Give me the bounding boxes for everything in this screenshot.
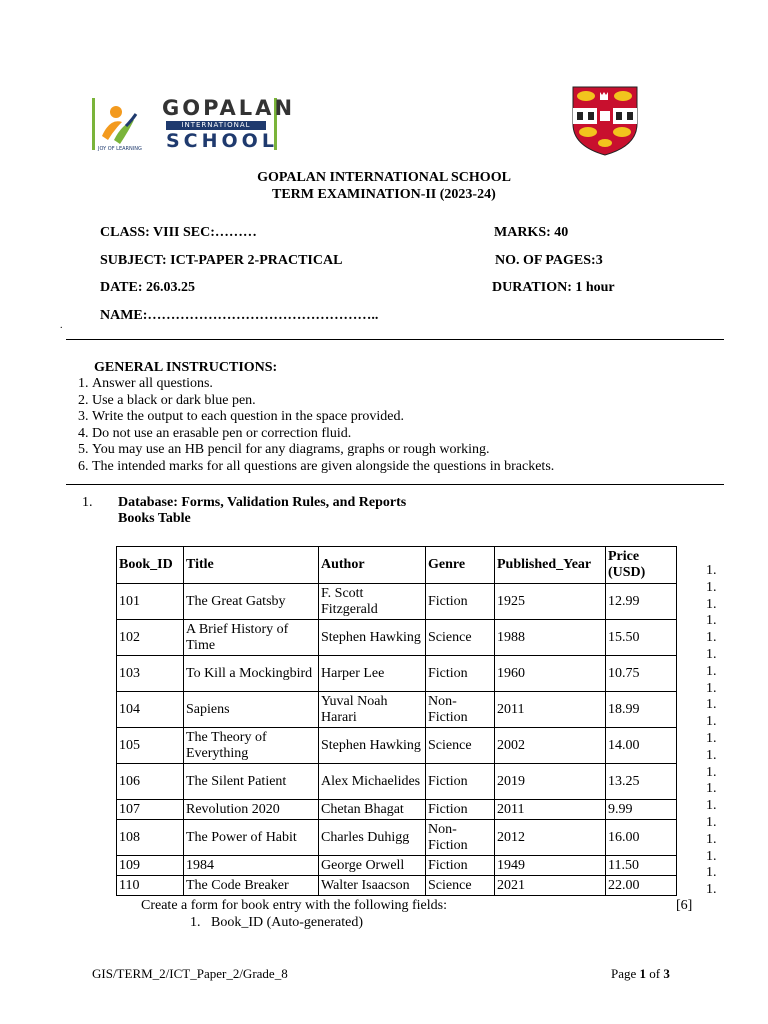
student-name-field: NAME:…………………………………………..: [100, 308, 379, 323]
table-cell: George Orwell: [319, 856, 426, 876]
table-cell: The Great Gatsby: [184, 584, 319, 620]
table-cell: 18.99: [606, 692, 677, 728]
side-number: 1.: [706, 579, 717, 595]
table-body: [117, 584, 677, 896]
table-row: [117, 820, 677, 856]
page-number: [611, 966, 670, 982]
side-number: 1.: [706, 764, 717, 780]
table-cell: 104: [117, 692, 184, 728]
table-caption: Books Table: [118, 511, 191, 526]
instruction-item: 6. The intended marks for all questions are given alongside the questions in brackets.: [92, 459, 554, 476]
side-number: 1.: [706, 680, 717, 696]
table-cell: The Silent Patient: [184, 764, 319, 800]
exam-date: DATE: 26.03.25: [100, 280, 196, 295]
table-cell: Non-Fiction: [426, 820, 495, 856]
table-cell: The Theory of Everything: [184, 728, 319, 764]
table-cell: Yuval Noah Harari: [319, 692, 426, 728]
question-title: [118, 495, 406, 527]
side-number: 1.: [706, 646, 717, 662]
instruction-item: 2. Use a black or dark blue pen.: [92, 393, 554, 410]
logo-word-gopalan: GOPALAN: [162, 96, 296, 120]
table-cell: The Code Breaker: [184, 876, 319, 896]
table-cell: 14.00: [606, 728, 677, 764]
page-prefix: Page: [611, 966, 640, 981]
instruction-item: 4. Do not use an erasable pen or correction fluid.: [92, 426, 554, 443]
subject: SUBJECT: ICT-PAPER 2-PRACTICAL: [100, 253, 343, 268]
table-cell: Fiction: [426, 800, 495, 820]
table-cell: 109: [117, 856, 184, 876]
instructions-title: GENERAL INSTRUCTIONS:: [94, 360, 278, 375]
task-item-text: Book_ID (Auto-generated): [211, 915, 364, 930]
col-header: Price (USD): [606, 547, 677, 584]
stray-mark: .: [60, 320, 63, 331]
col-header: Published_Year: [495, 547, 606, 584]
school-name: GOPALAN INTERNATIONAL SCHOOL: [257, 170, 511, 185]
side-number-list: [706, 563, 717, 899]
table-cell: 11.50: [606, 856, 677, 876]
table-cell: 101: [117, 584, 184, 620]
table-cell: 1984: [184, 856, 319, 876]
side-number: 1.: [706, 798, 717, 814]
crest-icon: [572, 86, 638, 156]
table-cell: Sapiens: [184, 692, 319, 728]
table-cell: 1960: [495, 656, 606, 692]
table-cell: Revolution 2020: [184, 800, 319, 820]
instruction-item: 3. Write the output to each question in the space provided.: [92, 409, 554, 426]
instruction-item: 5. You may use an HB pencil for any diagrams, graphs or rough working.: [92, 442, 554, 459]
table-cell: 107: [117, 800, 184, 820]
side-number: 1.: [706, 697, 717, 713]
side-number: 1.: [706, 848, 717, 864]
table-row: [117, 856, 677, 876]
table-cell: Alex Michaelides: [319, 764, 426, 800]
side-number: 1.: [706, 596, 717, 612]
table-header-row: [117, 547, 677, 584]
side-number: 1.: [706, 714, 717, 730]
school-logo: [92, 96, 296, 154]
logo-word-school: SCHOOL: [166, 130, 278, 152]
table-cell: Stephen Hawking: [319, 728, 426, 764]
col-header: Title: [184, 547, 319, 584]
table-cell: 106: [117, 764, 184, 800]
col-header: Author: [319, 547, 426, 584]
table-cell: 10.75: [606, 656, 677, 692]
table-cell: To Kill a Mockingbird: [184, 656, 319, 692]
table-cell: 16.00: [606, 820, 677, 856]
class-section: CLASS: VIII SEC:………: [100, 225, 257, 240]
table-row: [117, 584, 677, 620]
table-cell: Stephen Hawking: [319, 620, 426, 656]
table-cell: Fiction: [426, 656, 495, 692]
divider-top: [66, 339, 724, 340]
side-number: 1.: [706, 563, 717, 578]
table-cell: Chetan Bhagat: [319, 800, 426, 820]
table-cell: 22.00: [606, 876, 677, 896]
side-number: 1.: [706, 831, 717, 847]
table-row: [117, 656, 677, 692]
table-cell: 15.50: [606, 620, 677, 656]
task-item: [190, 915, 363, 931]
table-cell: The Power of Habit: [184, 820, 319, 856]
table-cell: A Brief History of Time: [184, 620, 319, 656]
table-cell: Walter Isaacson: [319, 876, 426, 896]
side-number: 1.: [706, 865, 717, 881]
side-number: 1.: [706, 663, 717, 679]
table-cell: Fiction: [426, 584, 495, 620]
task-item-number: 1.: [190, 915, 211, 930]
table-cell: Science: [426, 876, 495, 896]
table-cell: 110: [117, 876, 184, 896]
task-marks: [6]: [676, 898, 693, 913]
table-cell: 1949: [495, 856, 606, 876]
col-header: Genre: [426, 547, 495, 584]
page-current: 1: [639, 966, 647, 981]
task-text: Create a form for book entry with the following fields:: [141, 898, 447, 913]
exam-title: TERM EXAMINATION-II (2023-24): [272, 187, 496, 202]
page-count: NO. OF PAGES:3: [495, 253, 603, 268]
table-cell: 9.99: [606, 800, 677, 820]
table-row: [117, 728, 677, 764]
instructions-list: [60, 376, 554, 476]
divider-bottom: [66, 484, 724, 485]
table-cell: 1988: [495, 620, 606, 656]
side-number: 1.: [706, 814, 717, 830]
question-number: 1.: [82, 495, 93, 510]
table-cell: 13.25: [606, 764, 677, 800]
table-cell: 108: [117, 820, 184, 856]
table-cell: Fiction: [426, 856, 495, 876]
table-cell: Charles Duhigg: [319, 820, 426, 856]
table-cell: 103: [117, 656, 184, 692]
table-cell: Science: [426, 728, 495, 764]
question-heading: Database: Forms, Validation Rules, and Reports: [118, 495, 407, 510]
side-number: 1.: [706, 747, 717, 763]
instruction-item: 1. Answer all questions.: [92, 376, 554, 393]
table-row: [117, 620, 677, 656]
table-row: [117, 800, 677, 820]
side-number: 1.: [706, 613, 717, 629]
table-cell: Fiction: [426, 764, 495, 800]
table-cell: Harper Lee: [319, 656, 426, 692]
side-number: 1.: [706, 730, 717, 746]
table-cell: 102: [117, 620, 184, 656]
table-cell: 2011: [495, 800, 606, 820]
side-number: 1.: [706, 882, 717, 898]
table-cell: 2002: [495, 728, 606, 764]
logo-tagline: JOY OF LEARNING: [98, 146, 142, 152]
col-header: Book_ID: [117, 547, 184, 584]
side-number: 1.: [706, 781, 717, 797]
page-total: 3: [663, 966, 670, 981]
table-cell: 2011: [495, 692, 606, 728]
duration: DURATION: 1 hour: [492, 280, 615, 295]
total-marks: MARKS: 40: [494, 225, 569, 240]
table-cell: Science: [426, 620, 495, 656]
table-cell: Non-Fiction: [426, 692, 495, 728]
table-cell: 2021: [495, 876, 606, 896]
side-number: 1.: [706, 630, 717, 646]
table-cell: 105: [117, 728, 184, 764]
footer-code: GIS/TERM_2/ICT_Paper_2/Grade_8: [92, 966, 288, 981]
table-cell: 1925: [495, 584, 606, 620]
table-cell: F. Scott Fitzgerald: [319, 584, 426, 620]
table-row: [117, 764, 677, 800]
table-cell: 2019: [495, 764, 606, 800]
table-cell: 12.99: [606, 584, 677, 620]
table-row: [117, 692, 677, 728]
books-table: [116, 546, 677, 896]
logo-word-international: INTERNATIONAL: [166, 121, 266, 130]
table-cell: 2012: [495, 820, 606, 856]
page-of: of: [646, 966, 664, 981]
table-row: [117, 876, 677, 896]
